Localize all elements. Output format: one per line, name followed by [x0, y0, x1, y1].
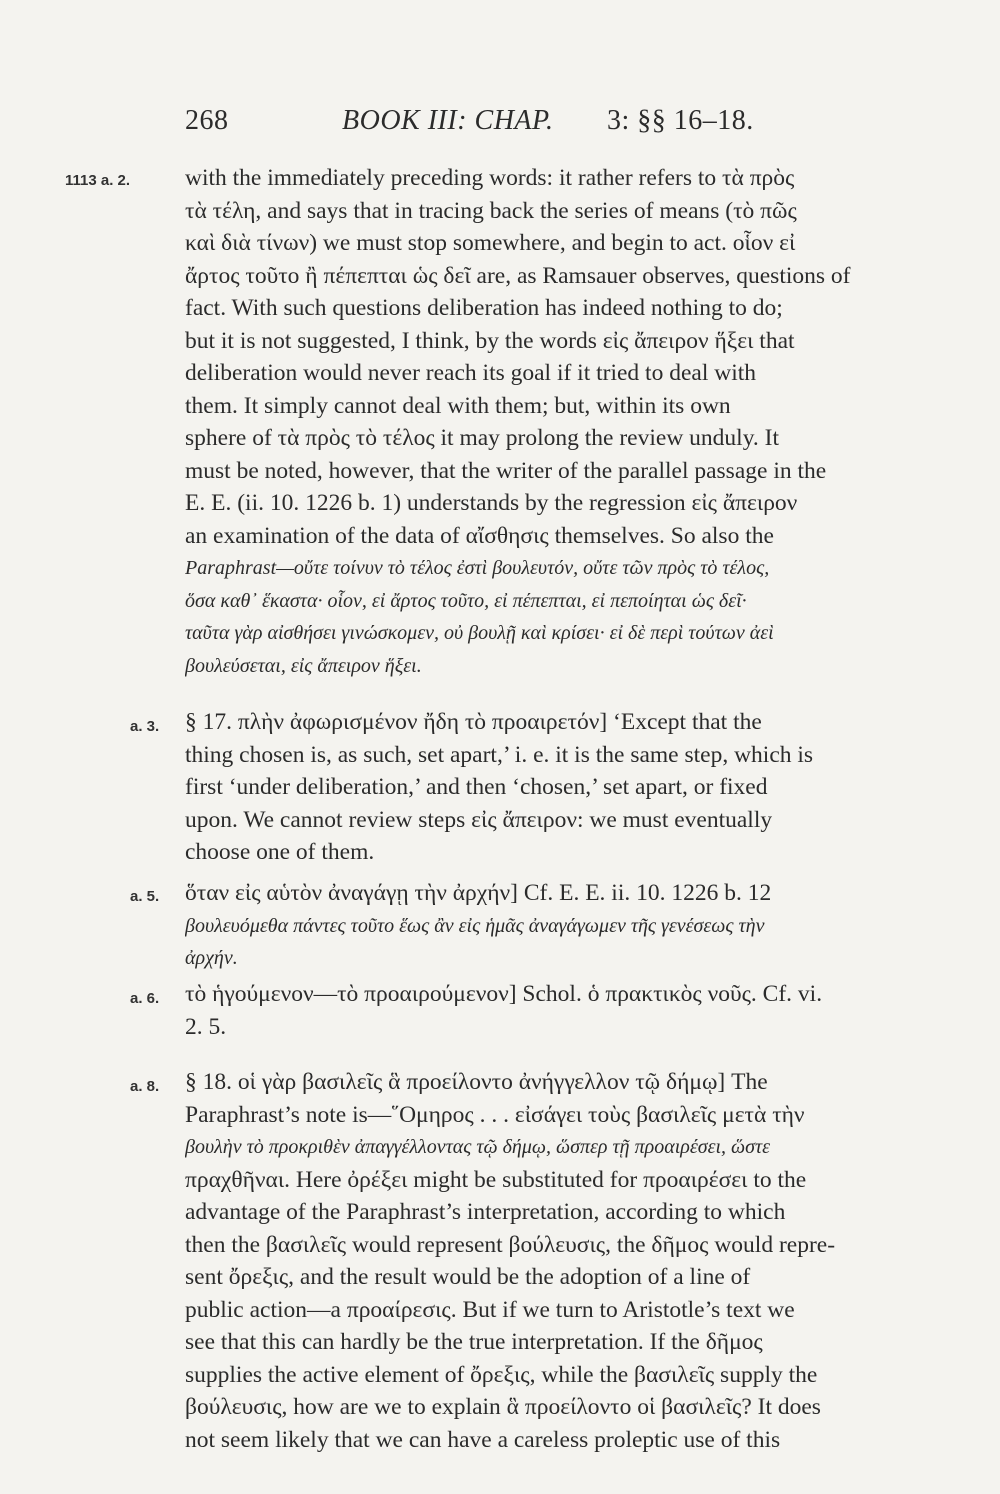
text-line: choose one of them.	[185, 839, 375, 865]
commentary-paragraph-3	[185, 877, 930, 975]
greek-quote-line: βουλὴν τὸ προκριθὲν ἀπαγγέλλοντας τῷ δήμῳ, ὥσπερ τῇ προαιρέσει, ὥστε	[185, 1136, 771, 1158]
running-title: BOOK III: CHAP.	[342, 105, 554, 136]
text-line: fact. With such questions deliberation has indeed nothing to do;	[185, 295, 783, 321]
lemma-line: § 18. οἱ γὰρ βασιλεῖς ἃ προείλοντο ἀνήγγελλον τῷ δήμῳ] The	[185, 1069, 768, 1095]
text-line: thing chosen is, as such, set apart,’ i. e. it is the same step, which is	[185, 741, 814, 768]
commentary-paragraph-1	[185, 162, 930, 682]
text-line: ἄρτος τοῦτο ἢ πέπεπται ὡς δεῖ are, as Ramsauer observes, questions of	[185, 262, 851, 289]
text-line: Paraphrast’s note is—῞Ομηρος . . . εἰσάγει τοὺς βασιλεῖς μετὰ τὴν	[185, 1101, 805, 1128]
greek-quote-line: ἀρχήν.	[185, 947, 238, 969]
greek-quote-line: ὅσα καθ᾽ ἕκαστα· οἷον, εἰ ἄρτος τοῦτο, εἰ πέπεπται, εἰ πεποίηται ὡς δεῖ·	[185, 589, 747, 612]
line-reference-a3: a. 3.	[130, 718, 160, 735]
commentary-paragraph-2	[185, 706, 930, 869]
line-reference-1113a2: 1113 a. 2.	[65, 172, 131, 189]
text-line: but it is not suggested, I think, by the words εἰς ἄπειρον ἥξει that	[185, 327, 795, 354]
text-line: first ‘under deliberation,’ and then ‘chosen,’ set apart, or fixed	[185, 774, 768, 800]
text-line: E. E. (ii. 10. 1226 b. 1) understands by the regression εἰς ἄπειρον	[185, 490, 798, 516]
page-number: 268	[185, 105, 229, 136]
text-line: not seem likely that we can have a careless proleptic use of this	[185, 1426, 781, 1453]
commentary-paragraph-4	[185, 978, 930, 1043]
text-line: sphere of τὰ πρὸς τὸ τέλος it may prolong the review unduly. It	[185, 425, 780, 451]
text-line: advantage of the Paraphrast’s interpretation, according to which	[185, 1199, 786, 1225]
text-line: upon. We cannot review steps εἰς ἄπειρον: we must eventually	[185, 806, 773, 833]
text-line: public action—a προαίρεσις. But if we turn to Aristotle’s text we	[185, 1296, 795, 1323]
text-line: supplies the active element of ὄρεξις, while the βασιλεῖς supply the	[185, 1361, 818, 1388]
text-line: τὰ τέλη, and says that in tracing back the series of means (τὸ πῶς	[185, 197, 797, 224]
text-line: see that this can hardly be the true interpretation. If the δῆμος	[185, 1329, 763, 1355]
text-line: then the βασιλεῖς would represent βούλευσις, the δῆμος would repre-	[185, 1231, 836, 1258]
greek-quote-line: βουλευόμεθα πάντες τοῦτο ἕως ἂν εἰς ἡμᾶς ἀναγάγωμεν τῆς γενέσεως τὴν	[185, 914, 765, 937]
lemma-line: ὅταν εἰς αὑτὸν ἀναγάγῃ τὴν ἀρχήν] Cf. E. E. ii. 10. 1226 b. 12	[185, 880, 772, 906]
line-reference-a6: a. 6.	[130, 990, 160, 1007]
lemma-line: τὸ ἡγούμενον—τὸ προαιρούμενον] Schol. ὁ πρακτικὸς νοῦς. Cf. vi.	[185, 981, 823, 1007]
text-line: sent ὄρεξις, and the result would be the adoption of a line of	[185, 1264, 751, 1290]
commentary-paragraph-5	[185, 1066, 930, 1456]
text-line: βούλευσις, how are we to explain ἃ προείλοντο οἱ βασιλεῖς? It does	[185, 1394, 821, 1420]
text-line: with the immediately preceding words: it rather refers to τὰ πρὸς	[185, 165, 795, 191]
line-reference-a5: a. 5.	[130, 888, 160, 905]
text-line: an examination of the data of αἴσθησις themselves. So also the	[185, 522, 774, 549]
section-reference: 3: §§ 16–18.	[607, 105, 754, 136]
text-line: them. It simply cannot deal with them; but, within its own	[185, 392, 731, 419]
text-line: πραχθῆναι. Here ὀρέξει might be substituted for προαιρέσει to the	[185, 1166, 807, 1193]
text-line: καὶ διὰ τίνων) we must stop somewhere, and begin to act. οἷον εἰ	[185, 230, 796, 256]
greek-quote-line: Paraphrast—οὔτε τοίνυν τὸ τέλος ἐστὶ βουλευτόν, οὔτε τῶν πρὸς τὸ τέλος,	[185, 557, 770, 579]
text-line: deliberation would never reach its goal if it tried to deal with	[185, 360, 756, 386]
line-reference-a8: a. 8.	[130, 1078, 160, 1095]
greek-quote-line: βουλεύσεται, εἰς ἄπειρον ἥξει.	[185, 654, 422, 677]
text-line: 2. 5.	[185, 1013, 227, 1040]
greek-quote-line: ταῦτα γὰρ αἰσθήσει γινώσκομεν, οὐ βουλῇ καὶ κρίσει· εἰ δὲ περὶ τούτων ἀεὶ	[185, 622, 774, 644]
text-line: must be noted, however, that the writer of the parallel passage in the	[185, 457, 827, 484]
lemma-line: § 17. πλὴν ἀφωρισμένον ἤδη τὸ προαιρετόν] ‘Except that the	[185, 709, 762, 735]
